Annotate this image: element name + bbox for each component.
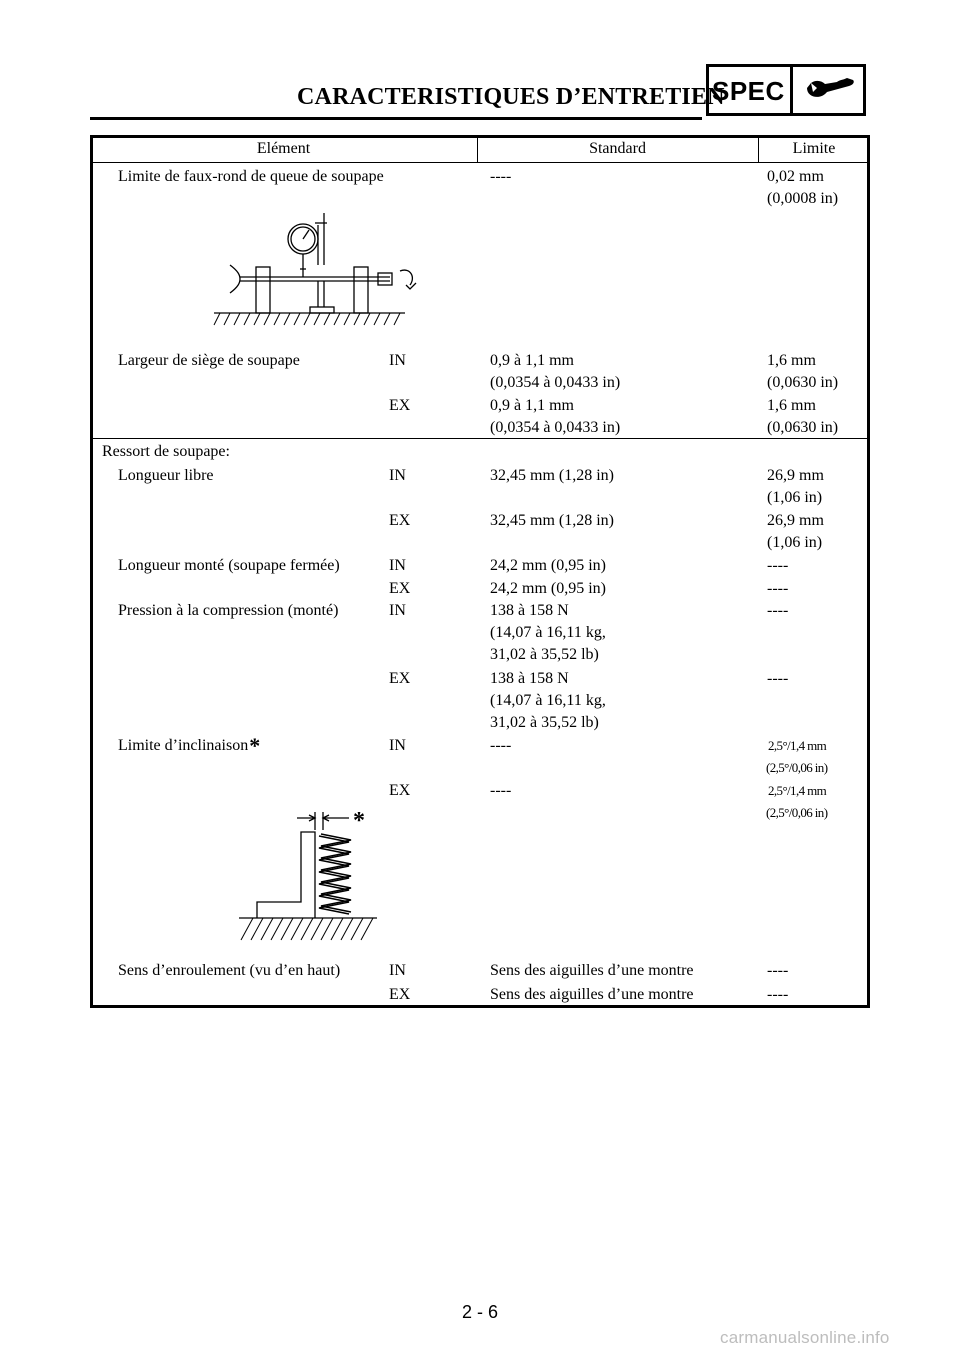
side-label: EX [389, 986, 411, 1003]
standard-value: (0,0354 à 0,0433 in) [490, 374, 621, 391]
standard-value: ---- [490, 737, 512, 754]
item-label [118, 735, 260, 757]
side-label: IN [389, 602, 406, 619]
limit-value: (0,0008 in) [767, 190, 839, 207]
limit-value: (0,0630 in) [767, 374, 839, 391]
column-header-element: Elément [256, 140, 311, 157]
item-label: Limite de faux-rond de queue de soupape [118, 168, 384, 185]
standard-value: 24,2 mm (0,95 in) [490, 557, 606, 574]
header-row-divider [90, 162, 870, 163]
limit-value: (1,06 in) [767, 489, 823, 506]
spec-badge-divider [790, 64, 793, 116]
standard-value: 24,2 mm (0,95 in) [490, 580, 606, 597]
limit-value: ---- [767, 602, 789, 619]
asterisk-marker: * [353, 808, 365, 834]
side-label: IN [389, 467, 406, 484]
page-number: 2 - 6 [461, 1302, 499, 1322]
limit-value: 2,5°/1,4 mm [768, 738, 827, 753]
side-label: EX [389, 580, 411, 597]
section-heading: Ressort de soupape: [102, 443, 230, 460]
standard-value: 32,45 mm (1,28 in) [490, 512, 614, 529]
spec-label: SPEC [712, 76, 785, 106]
limit-value: 26,9 mm [767, 512, 824, 529]
header-rule [90, 117, 702, 120]
standard-value: (0,0354 à 0,0433 in) [490, 419, 621, 436]
standard-value: 31,02 à 35,52 lb) [490, 714, 599, 731]
side-label: EX [389, 670, 411, 687]
side-label: EX [389, 397, 411, 414]
item-label: Largeur de siège de soupape [118, 352, 300, 369]
asterisk-marker: * [249, 733, 261, 758]
standard-value: 0,9 à 1,1 mm [490, 352, 574, 369]
item-label: Pression à la compression (monté) [118, 602, 339, 619]
column-header-limit: Limite [792, 140, 836, 157]
side-label: EX [389, 782, 411, 799]
standard-value: ---- [490, 168, 512, 185]
item-label: Longueur libre [118, 467, 214, 484]
standard-value: 0,9 à 1,1 mm [490, 397, 574, 414]
side-label: IN [389, 737, 406, 754]
limit-value: (2,5°/0,06 in) [766, 805, 828, 820]
limit-value: 1,6 mm [767, 352, 816, 369]
side-label: IN [389, 962, 406, 979]
item-label: Longueur monté (soupape fermée) [118, 557, 340, 574]
limit-value: (0,0630 in) [767, 419, 839, 436]
limit-value: 1,6 mm [767, 397, 816, 414]
column-header-standard: Standard [589, 140, 646, 157]
limit-value: 26,9 mm [767, 467, 824, 484]
limit-value: ---- [767, 986, 789, 1003]
limit-value: 2,5°/1,4 mm [768, 783, 827, 798]
side-label: IN [389, 557, 406, 574]
standard-value: (14,07 à 16,11 kg, [490, 692, 606, 709]
section-divider [90, 438, 870, 439]
side-label: EX [389, 512, 411, 529]
standard-value: Sens des aiguilles d’une montre [490, 962, 694, 979]
standard-value: 138 à 158 N [490, 602, 569, 619]
spring-tilt-figure [235, 808, 385, 948]
limit-value: ---- [767, 962, 789, 979]
standard-value: 32,45 mm (1,28 in) [490, 467, 614, 484]
item-label-text: Limite d’inclinaison [118, 737, 249, 754]
standard-value: 31,02 à 35,52 lb) [490, 646, 599, 663]
watermark: carmanualsonline.info [720, 1328, 890, 1347]
limit-value: (1,06 in) [767, 534, 823, 551]
limit-value: ---- [767, 670, 789, 687]
limit-value: ---- [767, 580, 789, 597]
page-title: CARACTERISTIQUES D’ENTRETIEN [297, 84, 725, 110]
limit-value: 0,02 mm [767, 168, 824, 185]
side-label: IN [389, 352, 406, 369]
standard-value: 138 à 158 N [490, 670, 569, 687]
limit-value: ---- [767, 557, 789, 574]
item-label: Sens d’enroulement (vu d’en haut) [118, 962, 341, 979]
valve-runout-dial-gauge-figure [210, 205, 430, 330]
wrench-icon [803, 74, 857, 106]
standard-value: ---- [490, 782, 512, 799]
standard-value: Sens des aiguilles d’une montre [490, 986, 694, 1003]
limit-value: (2,5°/0,06 in) [766, 760, 828, 775]
standard-value: (14,07 à 16,11 kg, [490, 624, 606, 641]
